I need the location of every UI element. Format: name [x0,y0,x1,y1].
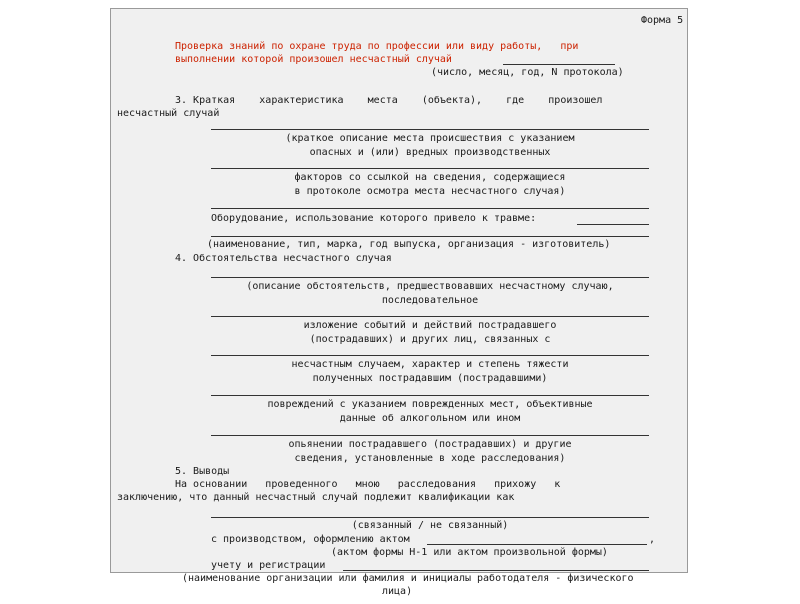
circumstances-field-line-3[interactable] [211,355,649,356]
circumstances-note-4a: повреждений с указанием поврежденных мест, объективные [267,399,593,410]
qualification-field-line[interactable] [211,517,649,518]
form-label: Форма 5 [641,15,684,26]
equipment-field-line[interactable] [211,236,649,237]
circumstances-note-2a: изложение событий и действий пострадавшего [303,320,557,331]
act-field-line[interactable] [427,544,647,545]
section-5-title: 5. Выводы [175,466,230,477]
form-page [110,8,688,573]
conclusion-line-2: заключению, что данный несчастный случай подлежит квалификации как [117,492,515,503]
section-4-title: 4. Обстоятельства несчастного случая [175,253,392,264]
employer-note-line-2: лица) [382,586,413,597]
circumstances-note-3b: полученных пострадавшим (пострадавшими) [312,373,548,384]
place-field-line-1[interactable] [211,129,649,130]
equipment-field-inline[interactable] [577,224,649,225]
section-3-line-2: несчастный случай [117,108,220,119]
section-3-line-1: 3. Краткая характеристика места (объекта), где произошел [175,95,603,106]
place-note-2a: факторов со ссылкой на сведения, содержащиеся [294,172,566,183]
circumstances-field-line-5[interactable] [211,435,649,436]
equipment-label: Оборудование, использование которого привело к травме: [211,213,537,224]
circumstances-note-1a: (описание обстоятельств, предшествовавших несчастному случаю, [246,281,614,292]
circumstances-note-5b: сведения, установленные в ходе расследования) [294,453,566,464]
conclusion-line-1: На основании проведенного мною расследования прихожу к [175,479,561,490]
place-field-line-2[interactable] [211,168,649,169]
act-note: (актом формы Н-1 или актом произвольной формы) [331,547,608,558]
circumstances-note-2b: (пострадавших) и других лиц, связанных с [309,334,551,345]
equipment-note: (наименование, тип, марка, год выпуска, организация - изготовитель) [207,239,611,250]
circumstances-note-5a: опьянении пострадавшего (пострадавших) и другие [288,439,572,450]
registration-label: с производством, оформлению актом [211,534,410,545]
heading-note: (число, месяц, год, N протокола) [431,67,624,78]
circumstances-field-line-2[interactable] [211,316,649,317]
place-note-1a: (краткое описание места происшествия с указанием [285,133,575,144]
qualification-note: (связанный / не связанный) [351,520,509,531]
circumstances-field-line-1[interactable] [211,277,649,278]
circumstances-note-4b: данные об алкогольном или ином [339,413,521,424]
place-note-1b: опасных и (или) вредных производственных [309,147,551,158]
heading-line-1: Проверка знаний по охране труда по профессии или виду работы, при [175,41,579,52]
registration-comma: , [649,534,656,545]
accounting-label: учету и регистрации [211,560,326,571]
heading-line-2: выполнении которой произошел несчастный случай [175,54,452,65]
circumstances-note-1b: последовательное [381,295,479,306]
place-field-line-3[interactable] [211,208,649,209]
place-note-2b: в протоколе осмотра места несчастного случая) [294,186,566,197]
protocol-field-line[interactable] [503,64,615,65]
circumstances-field-line-4[interactable] [211,395,649,396]
circumstances-note-3a: несчастным случаем, характер и степень тяжести [291,359,569,370]
employer-note-line-1: (наименование организации или фамилия и инициалы работодателя - физического [182,573,634,584]
accounting-field-line[interactable] [343,570,649,571]
